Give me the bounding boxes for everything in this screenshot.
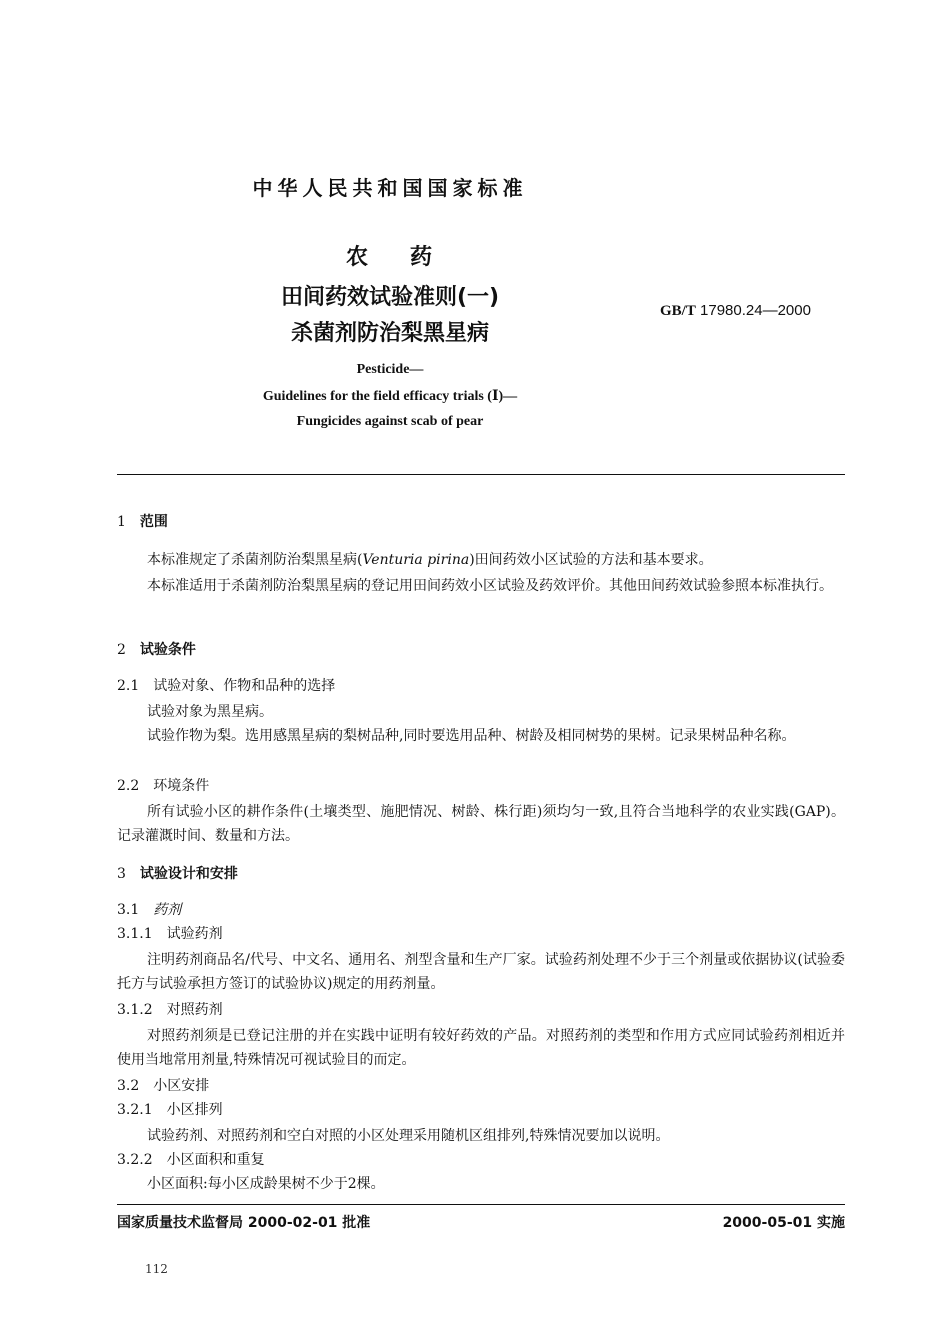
section-title: 试验设计和安排 xyxy=(139,866,238,882)
title-word-1: 农 xyxy=(345,245,370,270)
approval-date: 国家质量技术监督局 2000-02-01 批准 xyxy=(117,1215,371,1231)
page-number: 112 xyxy=(145,1262,168,1276)
section-3-2-heading: 3.2 小区安排 xyxy=(117,1078,210,1094)
title-line-2: 田间药效试验准则(一) xyxy=(280,285,500,310)
section-3-1-1-heading: 3.1.1 试验药剂 xyxy=(117,926,223,942)
section-title: 试验条件 xyxy=(139,642,196,658)
section-2-2-paragraph: 所有试验小区的耕作条件(土壤类型、施肥情况、树龄、株行距)须均匀一致,且符合当地科学的农业实践(GAP)。记录灌溉时间、数量和方法。 xyxy=(117,804,845,844)
section-3-2-1-heading: 3.2.1 小区排列 xyxy=(117,1102,223,1118)
section-3-2-2-heading: 3.2.2 小区面积和重复 xyxy=(117,1152,265,1168)
section-title: 范围 xyxy=(139,514,168,530)
section-3-2-2-paragraph: 小区面积:每小区成龄果树不少于2棵。 xyxy=(147,1176,385,1192)
english-title-line-3: Fungicides against scab of pear xyxy=(296,414,484,429)
standard-code: GB/T xyxy=(660,303,696,319)
section-1-paragraph-1: 本标准规定了杀菌剂防治梨黑星病(Venturia pirina)田间药效小区试验的方法和基本要求。 xyxy=(147,552,713,568)
section-3-1-2-heading: 3.1.2 对照药剂 xyxy=(117,1002,223,1018)
standard-number-value: 17980.24—2000 xyxy=(700,302,811,319)
header-divider xyxy=(117,474,845,475)
section-number: 3 xyxy=(117,866,126,882)
standard-number xyxy=(660,302,811,320)
section-1-paragraph-2: 本标准适用于杀菌剂防治梨黑星病的登记用田间药效小区试验及药效评价。其他田间药效试验参照本标准执行。 xyxy=(147,578,833,594)
section-number: 1 xyxy=(117,514,126,530)
footer-divider xyxy=(117,1204,845,1205)
title-word-2: 药 xyxy=(410,245,435,270)
title-line-1 xyxy=(180,240,600,271)
english-title-line-1: Pesticide— xyxy=(356,362,424,377)
section-3-heading xyxy=(117,862,845,886)
section-2-1-paragraph-2: 试验作物为梨。选用感黑星病的梨树品种,同时要选用品种、树龄及相同树势的果树。记录果树品种名称。 xyxy=(147,728,796,744)
title-line-3: 杀菌剂防治梨黑星病 xyxy=(290,321,489,346)
implementation-date: 2000-05-01 实施 xyxy=(722,1215,845,1231)
section-3-2-1-paragraph: 试验药剂、对照药剂和空白对照的小区处理采用随机区组排列,特殊情况要加以说明。 xyxy=(147,1128,670,1144)
english-title-line-2: Guidelines for the field efficacy trials (Ⅰ)— xyxy=(262,389,518,404)
section-3-1-1-paragraph: 注明药剂商品名/代号、中文名、通用名、剂型含量和生产厂家。试验药剂处理不少于三个剂量或依据协议(试验委托方与试验承担方签订的试验协议)规定的用药剂量。 xyxy=(117,952,845,992)
section-number: 2 xyxy=(117,642,126,658)
section-2-2-heading: 2.2 环境条件 xyxy=(117,778,210,794)
section-1-heading xyxy=(117,510,845,534)
latin-name: Venturia pirina xyxy=(362,552,470,568)
section-3-1-2-paragraph: 对照药剂须是已登记注册的并在实践中证明有较好药效的产品。对照药剂的类型和作用方式应同试验药剂相近并使用当地常用剂量,特殊情况可视试验目的而定。 xyxy=(117,1028,845,1068)
section-2-1-paragraph-1: 试验对象为黑星病。 xyxy=(147,704,273,720)
section-3-1-heading: 3.1 药剂 xyxy=(117,902,182,918)
section-2-1-heading: 2.1 试验对象、作物和品种的选择 xyxy=(117,678,336,694)
national-standard-heading: 中华人民共和国国家标准 xyxy=(252,176,528,200)
section-2-heading xyxy=(117,638,845,662)
